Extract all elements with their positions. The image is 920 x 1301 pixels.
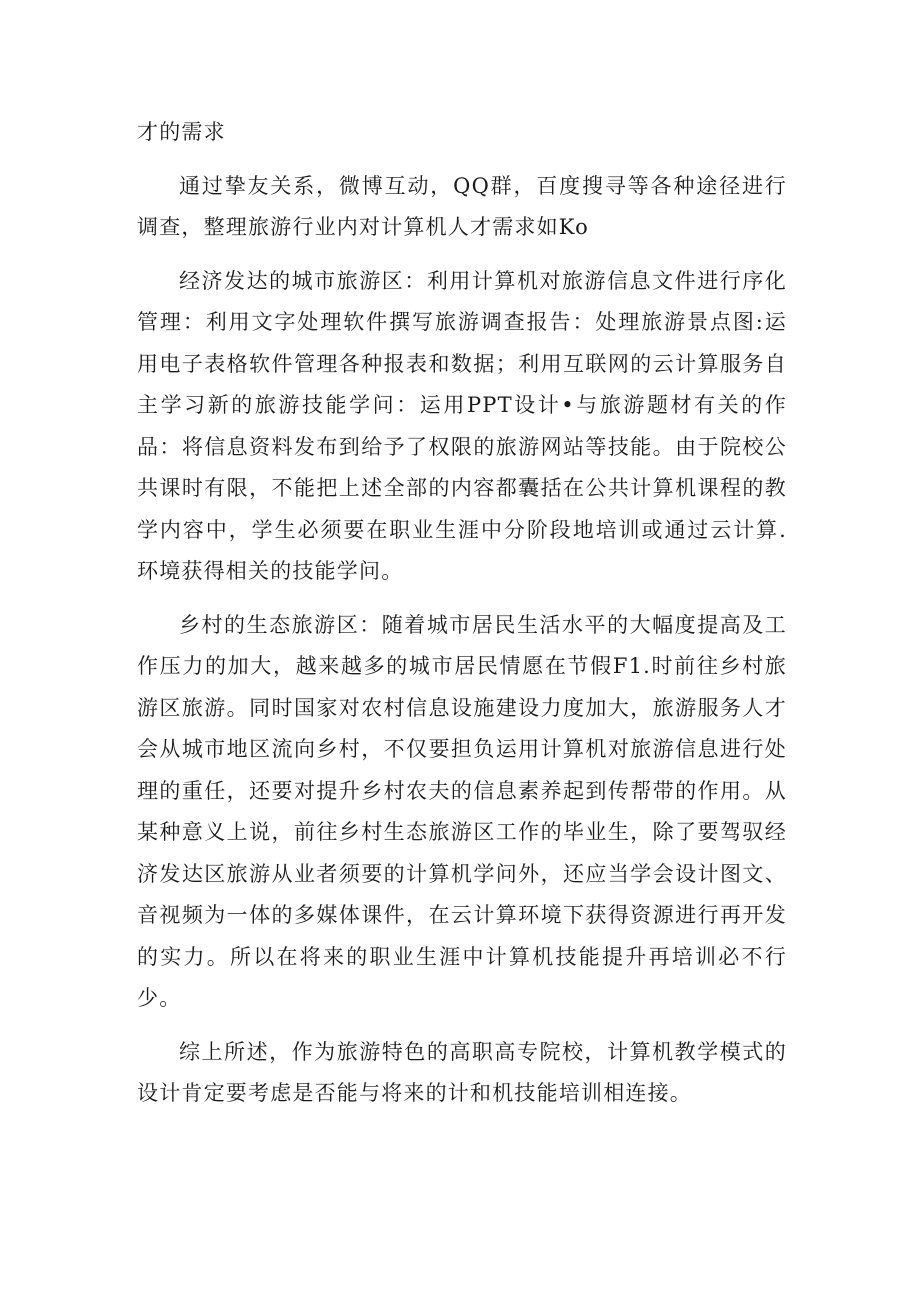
- paragraph-survey: 通过挚友关系，微博互动，QQ群，百度搜寻等各种途径进行调查，整理旅游行业内对计算机人才需求如Ko: [137, 173, 787, 239]
- document-body: [137, 112, 787, 1127]
- paragraph-rural-tourism: 乡村的生态旅游区：随着城市居民生活水平的大幅度提高及工作压力的加大，越来越多的城市居民情愿在节假F1.时前往乡村旅游区旅游。同时国家对农村信息设施建设力度加大，旅游服务人才会从城市地区流向乡村，不仅要担负运用计算机对旅游信息进行处理的重任，还要对提升乡村农夫的信息素养起到传帮带的作用。从某种意义上说，前往乡村生态旅游区工作的毕业生，除了要驾驭经济发达区旅游从业者须要的计算机学问外，还应当学会设计图文、音视频为一体的多媒体课件，在云计算环境下获得资源进行再开发的实力。所以在将来的职业生涯中计算机技能提升再培训必不行少。: [137, 612, 787, 1010]
- paragraph-continuation: 才的需求: [137, 120, 226, 144]
- paragraph-urban-tourism: 经济发达的城市旅游区：利用计算机对旅游信息文件进行序化管理：利用文字处理软件撰写旅游调查报告：处理旅游景点图:运用电子表格软件管理各种报表和数据；利用互联网的云计算服务自主学习新的旅游技能学问：运用PPT设计•与旅游题材有关的作品：将信息资料发布到给予了权限的旅游网站等技能。由于院校公共课时有限，不能把上述全部的内容都囊括在公共计算机课程的教学内容中，学生必须要在职业生涯中分阶段地培训或通过云计算.环境获得相关的技能学问。: [137, 268, 787, 583]
- paragraph-conclusion: 综上所述，作为旅游特色的高职高专院校，计算机教学模式的设计肯定要考虑是否能与将来的计和机技能培训相连接。: [137, 1039, 787, 1105]
